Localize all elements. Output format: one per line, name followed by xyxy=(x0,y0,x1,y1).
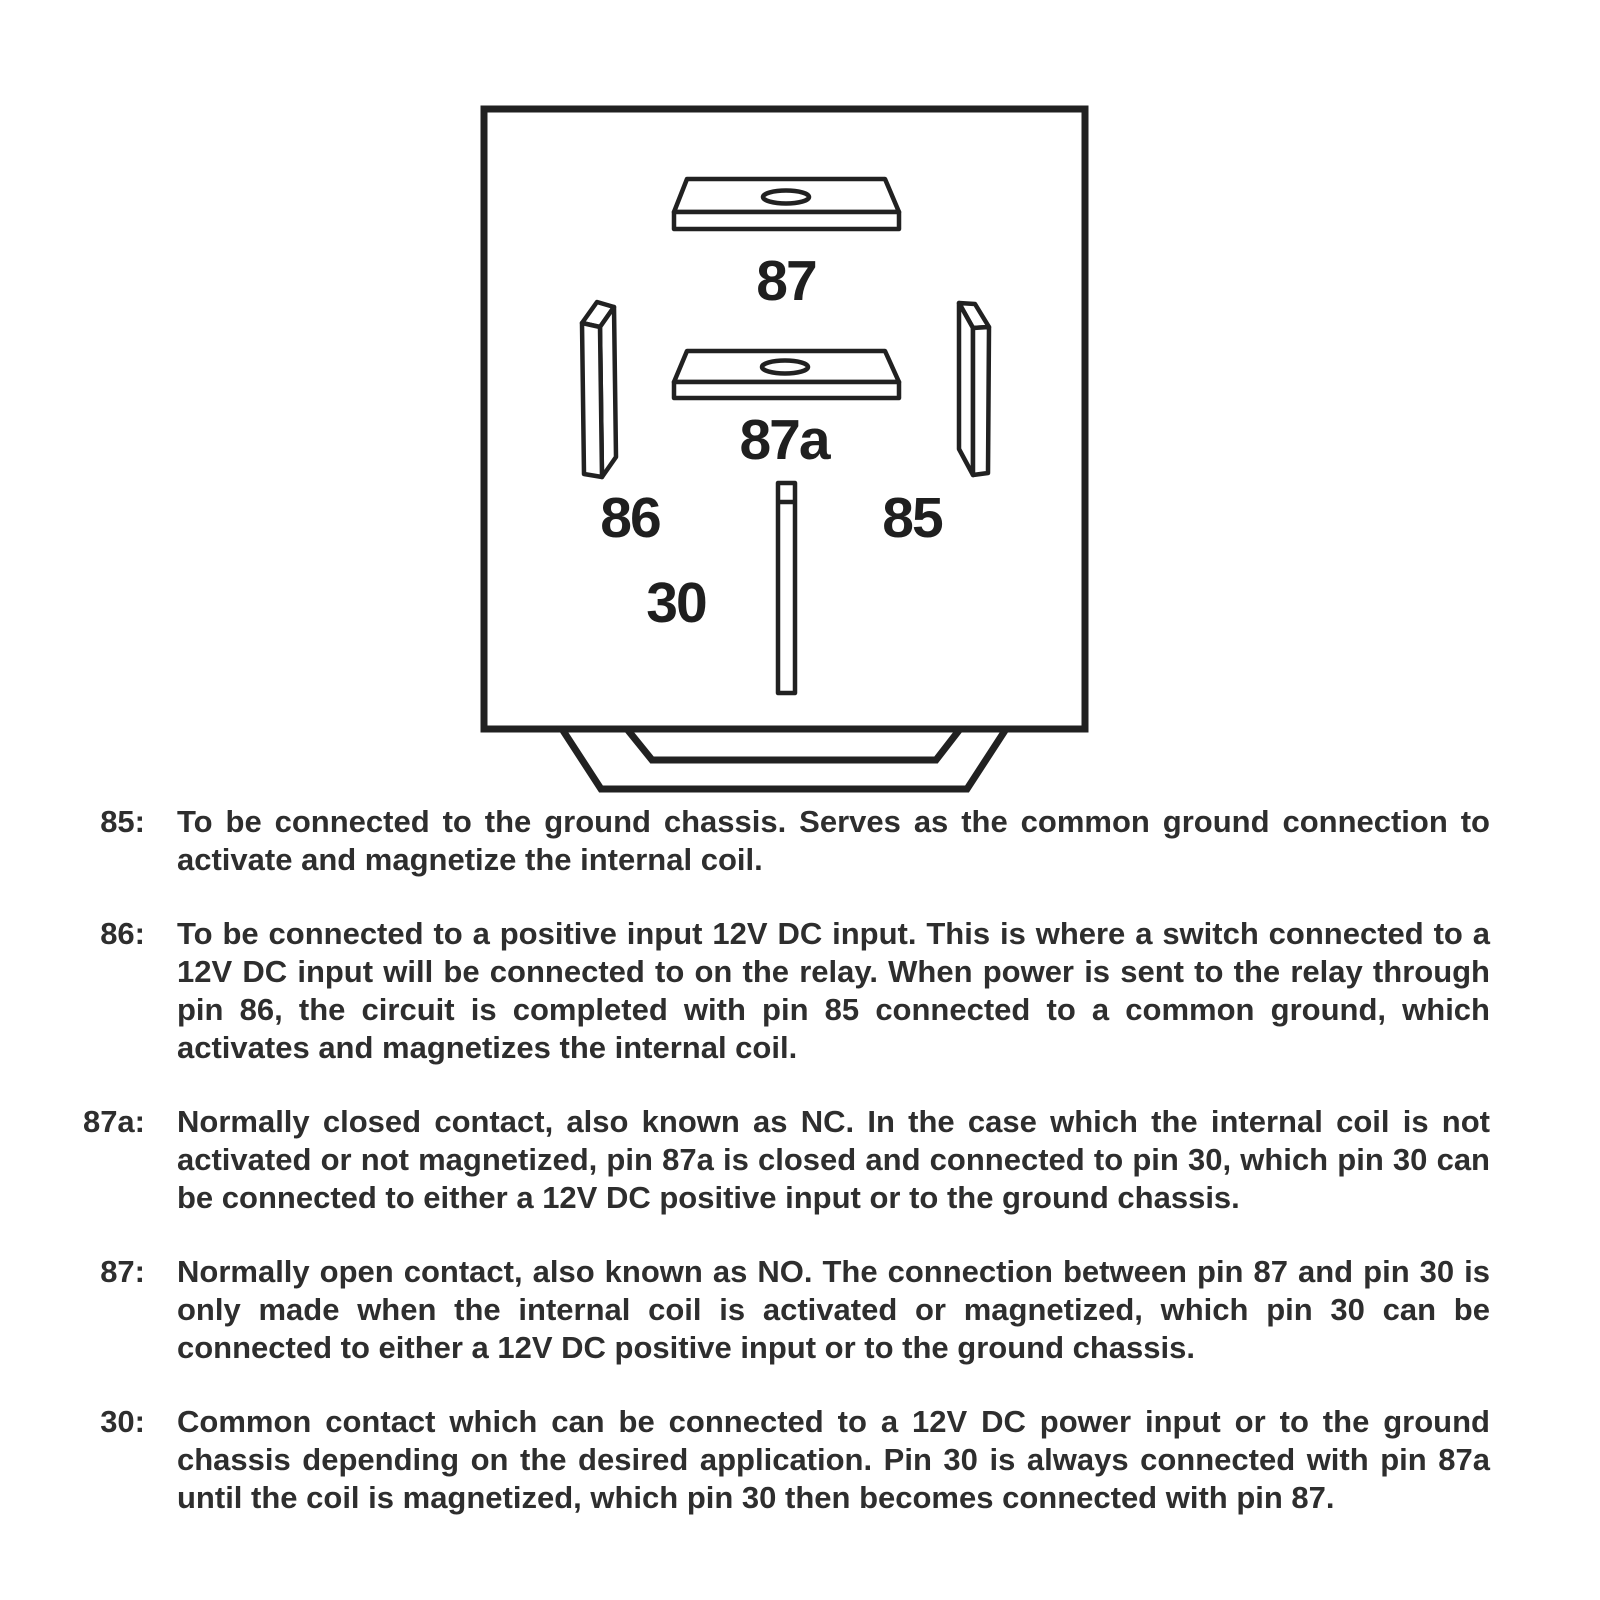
pin-86-label: 86 xyxy=(600,486,660,550)
pin-description-row-87 xyxy=(60,1253,1490,1367)
pin-description-text: Normally open contact, also known as NO. The connection between pin 87 and pin 30 is only made when the internal coil is activated or magnetized, which pin 30 can be connected to either a 12V DC positive input or to the ground chassis. xyxy=(177,1254,1490,1365)
pin-description-row-86 xyxy=(60,915,1490,1067)
pin-87a-label: 87a xyxy=(739,408,829,472)
pin-description-row-30 xyxy=(60,1403,1490,1517)
pin-description-text: To be connected to a positive input 12V DC input. This is where a switch connected to a 12V DC input will be connected to on the relay. When power is sent to the relay through pin 86, the circuit is completed with pin 85 connected to a common ground, which activates and magnetizes the internal coil. xyxy=(177,916,1490,1065)
pin-description-label: 86: xyxy=(100,916,145,951)
pin-description-label: 87: xyxy=(100,1254,145,1289)
pin-87-blade xyxy=(674,179,899,229)
pin-87-label: 87 xyxy=(756,249,816,313)
pin-description-label: 85: xyxy=(100,804,145,839)
pin-description-row-85 xyxy=(60,803,1490,879)
pin-87a-blade xyxy=(674,351,899,398)
pin-description-row-87a xyxy=(60,1103,1490,1217)
pin-description-text: Common contact which can be connected to a 12V DC power input or to the ground chassis depending on the desired application. Pin 30 is always connected with pin 87a until the coil is magnetized, which pin 30 then becomes connected with pin 87. xyxy=(177,1404,1490,1515)
pin-description-text: Normally closed contact, also known as NC. In the case which the internal coil is not activated or not magnetized, pin 87a is closed and connected to pin 30, which pin 30 can be connected to either a 12V DC positive input or to the ground chassis. xyxy=(177,1104,1490,1215)
pin-87-hole xyxy=(763,191,809,204)
pin-87a-hole xyxy=(762,361,808,374)
mounting-flange-inner xyxy=(627,729,960,760)
pin-30-blade xyxy=(778,483,795,693)
pin-description-label: 87a: xyxy=(82,1104,145,1139)
pin-85-label: 85 xyxy=(882,486,942,550)
pin-description-label: 30: xyxy=(100,1404,145,1439)
pin-86-blade xyxy=(582,302,616,477)
pin-descriptions xyxy=(60,803,1490,1517)
pin-description-text: To be connected to the ground chassis. Serves as the common ground connection to activate and magnetize the internal coil. xyxy=(177,804,1490,877)
pin-85-blade xyxy=(959,303,989,475)
pin-30-label: 30 xyxy=(646,571,706,635)
